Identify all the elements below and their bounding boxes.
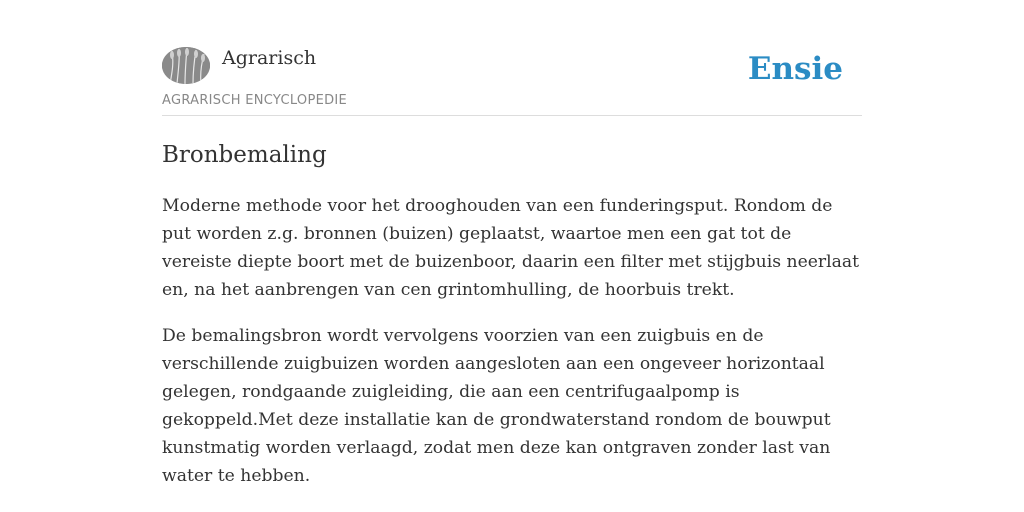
article-page [162, 0, 862, 512]
article-body [162, 192, 862, 508]
wheat-ears-icon [162, 47, 210, 84]
article-title: Bronbemaling [162, 142, 327, 168]
source-subtitle[interactable]: AGRARISCH ENCYCLOPEDIE [162, 93, 348, 108]
article-paragraph: Moderne methode voor het drooghouden van een funderingsput. Rondom de put worden z.g. bronnen (buizen) geplaatst, waartoe men een gat tot de vereiste diepte boort met de buizenboor, daarin een filter met stijgbuis neerlaat en, na het aanbrengen van cen grintomhulling, de hoorbuis trekt. [162, 196, 860, 300]
source-name[interactable]: Agrarisch [222, 47, 317, 69]
brand-logo[interactable]: Ensie [747, 51, 843, 87]
article-header [162, 0, 862, 116]
article-paragraph: De bemalingsbron wordt vervolgens voorzien van een zuigbuis en de verschillende zuigbuizen worden aangesloten aan een ongeveer horizontaal gelegen, rondgaande zuigleiding, die aan een centrifugaalpomp is gekoppeld.Met deze installatie kan de grondwaterstand rondom de bouwput kunstmatig worden verlaagd, zodat men deze kan ontgraven zonder last van water te hebben. [162, 326, 831, 486]
